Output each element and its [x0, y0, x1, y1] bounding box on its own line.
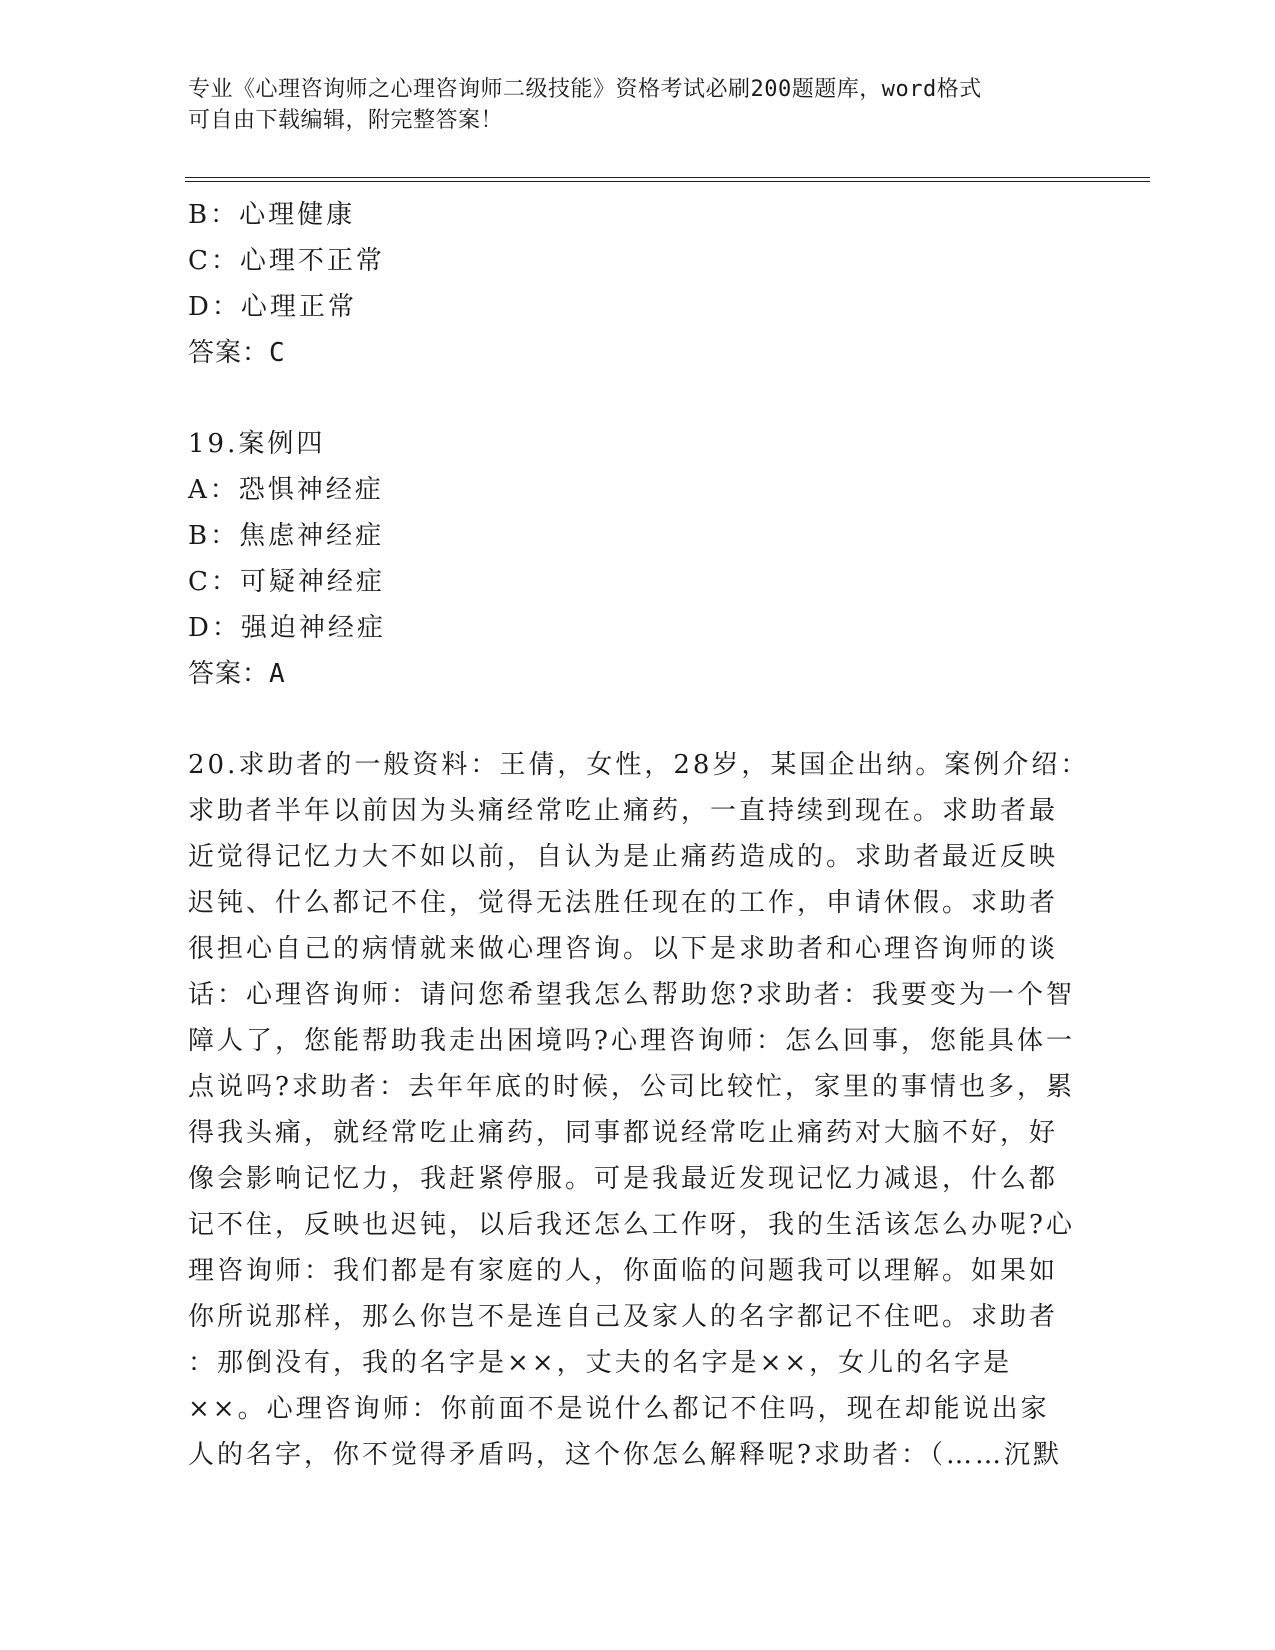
q20-line: 像会影响记忆力，我赶紧停服。可是我最近发现记忆力减退，什么都 [188, 1164, 1059, 1194]
q20-line: ××。心理咨询师：你前面不是说什么都记不住吗，现在却能说出家 [188, 1394, 1050, 1424]
q20-line: 很担心自己的病情就来做心理咨询。以下是求助者和心理咨询师的谈 [188, 934, 1059, 964]
q20-line: 理咨询师：我们都是有家庭的人，你面临的问题我可以理解。如果如 [188, 1256, 1059, 1286]
q20-line: 话：心理咨询师：请问您希望我怎么帮助您?求助者：我要变为一个智 [188, 980, 1075, 1010]
document-header [188, 74, 1068, 136]
q20-line: 求助者半年以前因为头痛经常吃止痛药，一直持续到现在。求助者最 [188, 796, 1059, 826]
header-line-2: 可自由下载编辑，附完整答案！ [188, 108, 504, 133]
q20-line: 你所说那样，那么你岂不是连自己及家人的名字都记不住吧。求助者 [188, 1302, 1059, 1332]
question-title: 19.案例四 [188, 429, 326, 459]
question-18-block [188, 192, 1068, 376]
document-body [188, 192, 1090, 1478]
header-divider-top [185, 177, 1150, 178]
q20-line: 点说吗?求助者：去年年底的时候，公司比较忙，家里的事情也多，累 [188, 1072, 1075, 1102]
option-c: C：可疑神经症 [188, 567, 385, 597]
q20-line: 记不住，反映也迟钝，以后我还怎么工作呀，我的生活该怎么办呢?心 [188, 1210, 1075, 1240]
option-b: B：心理健康 [188, 200, 356, 230]
header-divider-bottom [185, 181, 1150, 182]
question-19-block [188, 421, 1068, 697]
option-c: C：心理不正常 [188, 246, 385, 276]
answer-value: C [269, 338, 286, 368]
answer-value: A [269, 659, 286, 689]
q20-line: 近觉得记忆力大不如以前，自认为是止痛药造成的。求助者最近反映 [188, 842, 1059, 872]
q20-line: 得我头痛，就经常吃止痛药，同事都说经常吃止痛药对大脑不好，好 [188, 1118, 1059, 1148]
answer-line [188, 330, 1068, 376]
option-a: A：恐惧神经症 [188, 475, 384, 505]
header-line-1: 专业《心理咨询师之心理咨询师二级技能》资格考试必刷200题题库，word格式 [188, 77, 982, 102]
q20-line: ：那倒没有，我的名字是××，丈夫的名字是××，女儿的名字是 [188, 1348, 1013, 1378]
q20-line: 人的名字，你不觉得矛盾吗，这个你怎么解释呢?求助者：（……沉默 [188, 1440, 1062, 1470]
option-b: B：焦虑神经症 [188, 521, 385, 551]
option-d: D：强迫神经症 [188, 613, 386, 643]
q20-line: 迟钝、什么都记不住，觉得无法胜任现在的工作，申请休假。求助者 [188, 888, 1059, 918]
question-20-text [188, 742, 1090, 1478]
answer-line [188, 651, 1068, 697]
option-d: D：心理正常 [188, 292, 357, 322]
q20-line: 障人了，您能帮助我走出困境吗?心理咨询师：怎么回事，您能具体一 [188, 1026, 1075, 1056]
q20-line: 20.求助者的一般资料：王倩，女性，28岁，某国企出纳。案例介绍： [188, 750, 1090, 780]
answer-label: 答案： [188, 659, 270, 689]
answer-label: 答案： [188, 338, 270, 368]
